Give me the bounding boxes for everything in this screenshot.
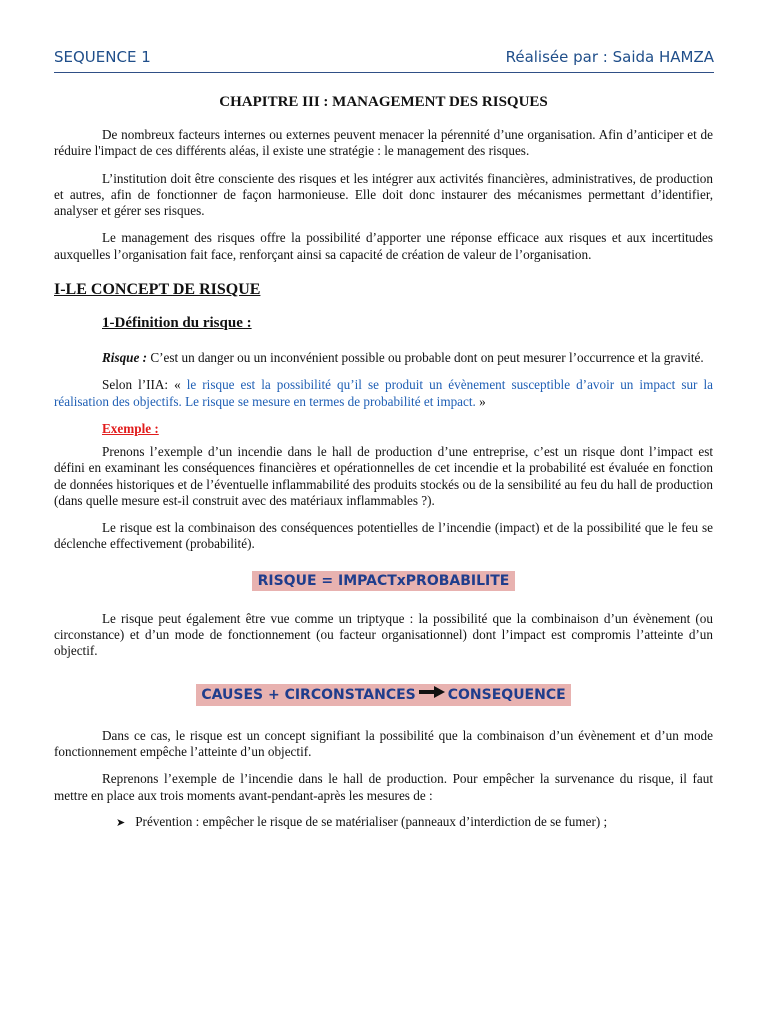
bullet-prevention-text: Prévention : empêcher le risque de se matérialiser (panneaux d’interdiction de se fumer) ; xyxy=(135,813,608,829)
section-heading: I-LE CONCEPT DE RISQUE xyxy=(54,281,261,299)
definition-paragraph xyxy=(54,350,713,366)
arrowhead-bullet-icon: ➤ xyxy=(116,816,126,829)
risk-formula: RISQUE = IMPACTxPROBABILITE xyxy=(252,571,516,591)
author-label: Réalisée par : Saida HAMZA xyxy=(505,48,714,66)
arrow-right-icon xyxy=(419,686,445,702)
chapter-title: CHAPITRE III : MANAGEMENT DES RISQUES xyxy=(219,94,548,110)
cause-chain-block xyxy=(54,684,713,706)
example-label: Exemple : xyxy=(102,420,159,436)
iia-prefix: Selon l’IIA: « xyxy=(102,377,187,393)
chain-causes: CAUSES + CIRCONSTANCES xyxy=(201,686,416,703)
formula-block xyxy=(54,571,713,591)
chain-consequence: CONSEQUENCE xyxy=(447,686,566,703)
intro-paragraph-2: L’institution doit être consciente des risques et les intégrer aux activités financières, administratives, de production et autres, afin de fonctionner de façon harmonieuse. Elle doit donc instaurer des mécanismes permettant d’identifier, analyser et gérer ses risques. xyxy=(54,170,713,219)
iia-quote: le risque est la possibilité qu’il se produit un évènement susceptible d’avoir un impact sur la réalisation des objectifs. Le risque se mesure en termes de probabilité et impact. xyxy=(54,377,713,409)
example-paragraph-2: Le risque est la combinaison des conséquences potentielles de l’incendie (impact) et de la possibilité que le feu se déclenche effectivement (probabilité). xyxy=(54,520,713,552)
concept-paragraph: Dans ce cas, le risque est un concept signifiant la possibilité que la combinaison d’un évènement et d’un mode fonctionnement empêche l’atteinte d’un objectif. xyxy=(54,727,713,759)
sequence-label: SEQUENCE 1 xyxy=(54,48,151,66)
document-body xyxy=(54,92,713,831)
bullet-prevention xyxy=(116,814,713,831)
definition-text: C’est un danger ou un inconvénient possible ou probable dont on peut mesurer l’occurrence et la gravité. xyxy=(147,350,704,366)
definition-term: Risque : xyxy=(102,350,148,366)
iia-suffix: » xyxy=(475,393,486,409)
intro-paragraph-3: Le management des risques offre la possibilité d’apporter une réponse efficace aux risques et aux incertitudes auxquelles l’organisation fait face, renforçant ainsi sa capacité de création de valeur de l’organisation. xyxy=(54,230,713,262)
intro-paragraph-1: De nombreux facteurs internes ou externes peuvent menacer la pérennité d’une organisation. Afin d’anticiper et de réduire l'impact de ces différents aléas, il existe une stratégie : le management des risques. xyxy=(54,127,713,159)
subsection-heading: 1-Définition du risque : xyxy=(102,315,252,332)
triptych-paragraph: Le risque peut également être vue comme un triptyque : la possibilité que la combinaison d’un évènement (ou circonstance) et d’un mode de fonctionnement (ou facteur organisationnel) dont l’impact est compromis l’atteinte d’un objectif. xyxy=(54,610,713,659)
example-paragraph-1: Prenons l’exemple d’un incendie dans le hall de production d’une entreprise, c’est un risque dont l’impact est défini en examinant les conséquences financières et opérationnelles de cet incendie et la probabilité est évaluée en fonction de données historiques et de l’éventuelle inflammabilité des produits stockés ou de la sensibilité au feu du hall de production (dans quelle mesure est-il construit avec des matériaux inflammables ?). xyxy=(54,443,713,508)
measures-paragraph: Reprenons l’exemple de l’incendie dans le hall de production. Pour empêcher la survenance du risque, il faut mettre en place aux trois moments avant-pendant-après les mesures de : xyxy=(54,771,713,803)
iia-paragraph xyxy=(54,377,713,410)
cause-chain xyxy=(196,684,570,706)
page-header xyxy=(54,44,714,73)
